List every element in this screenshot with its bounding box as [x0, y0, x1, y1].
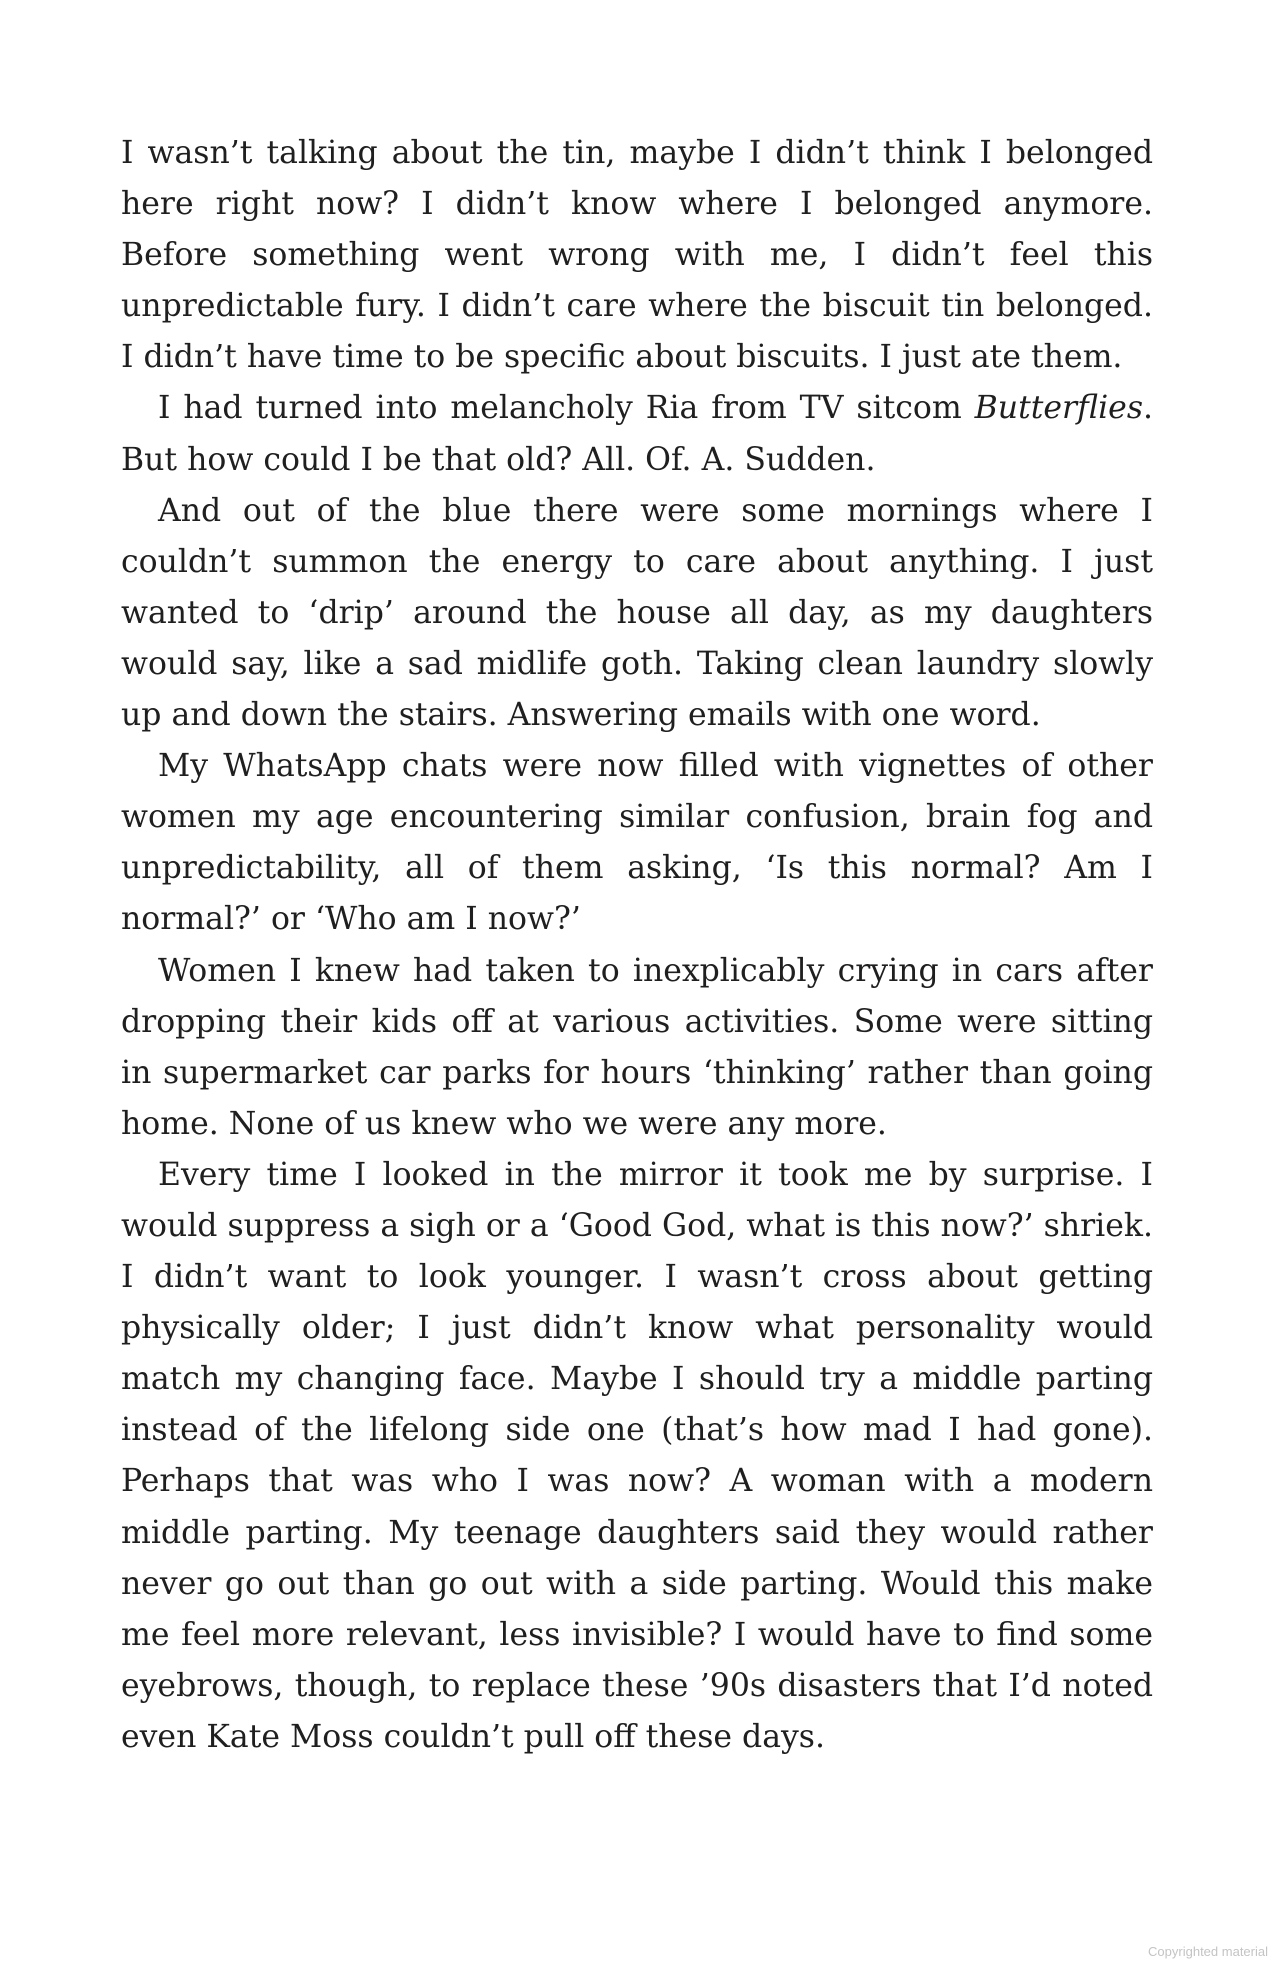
show-title: Butterflies	[974, 390, 1143, 427]
paragraph-3: And out of the blue there were some mornings where I couldn’t summon the energy to care about anything. I just wanted to ‘drip’ around the house all day, as my daughters would say, like a sad midlife goth. Taking clean laundry slowly up and down the stairs. Answering emails with one word.	[121, 492, 1153, 734]
paragraph-2	[121, 383, 1153, 485]
paragraph-2-start: I had turned into melancholy Ria from TV sitcom	[158, 390, 975, 427]
paragraph-1: I wasn’t talking about the tin, maybe I didn’t think I belonged here right now? I didn’t know where I belonged anymore. Before something went wrong with me, I didn’t feel this unpredictable fury. I didn’t care where the biscuit tin belonged. I didn’t have time to be specific about biscuits. I just ate them.	[121, 135, 1153, 376]
paragraph-4: My WhatsApp chats were now filled with vignettes of other women my age encountering similar confusion, brain fog and unpredictability, all of them asking, ‘Is this normal? Am I normal?’ or ‘Who am I now?’	[121, 748, 1153, 938]
body-text	[121, 128, 1153, 1763]
paragraph-5: Women I knew had taken to inexplicably crying in cars after dropping their kids off at various activities. Some were sitting in supermarket car parks for hours ‘thinking’ rather than going home. None of us knew who we were any more.	[121, 952, 1153, 1142]
paragraph-6: Every time I looked in the mirror it took me by surprise. I would suppress a sigh or a ‘Good God, what is this now?’ shriek. I didn’t want to look younger. I wasn’t cross about getting physically older; I just didn’t know what personality would match my changing face. Maybe I should try a middle parting instead of the lifelong side one (that’s how mad I had gone). Perhaps that was who I was now? A woman with a modern middle parting. My teenage daughters said they would rather never go out than go out with a side parting. Would this make me feel more relevant, less invisible? I would have to find some eyebrows, though, to replace these ’90s disasters that I’d noted even Kate Moss couldn’t pull off these days.	[121, 1156, 1153, 1755]
paragraph-2-end: . But how could I be that old? All. Of. A. Sudden.	[121, 390, 1153, 478]
copyright-watermark: Copyrighted material	[1148, 1944, 1268, 1959]
